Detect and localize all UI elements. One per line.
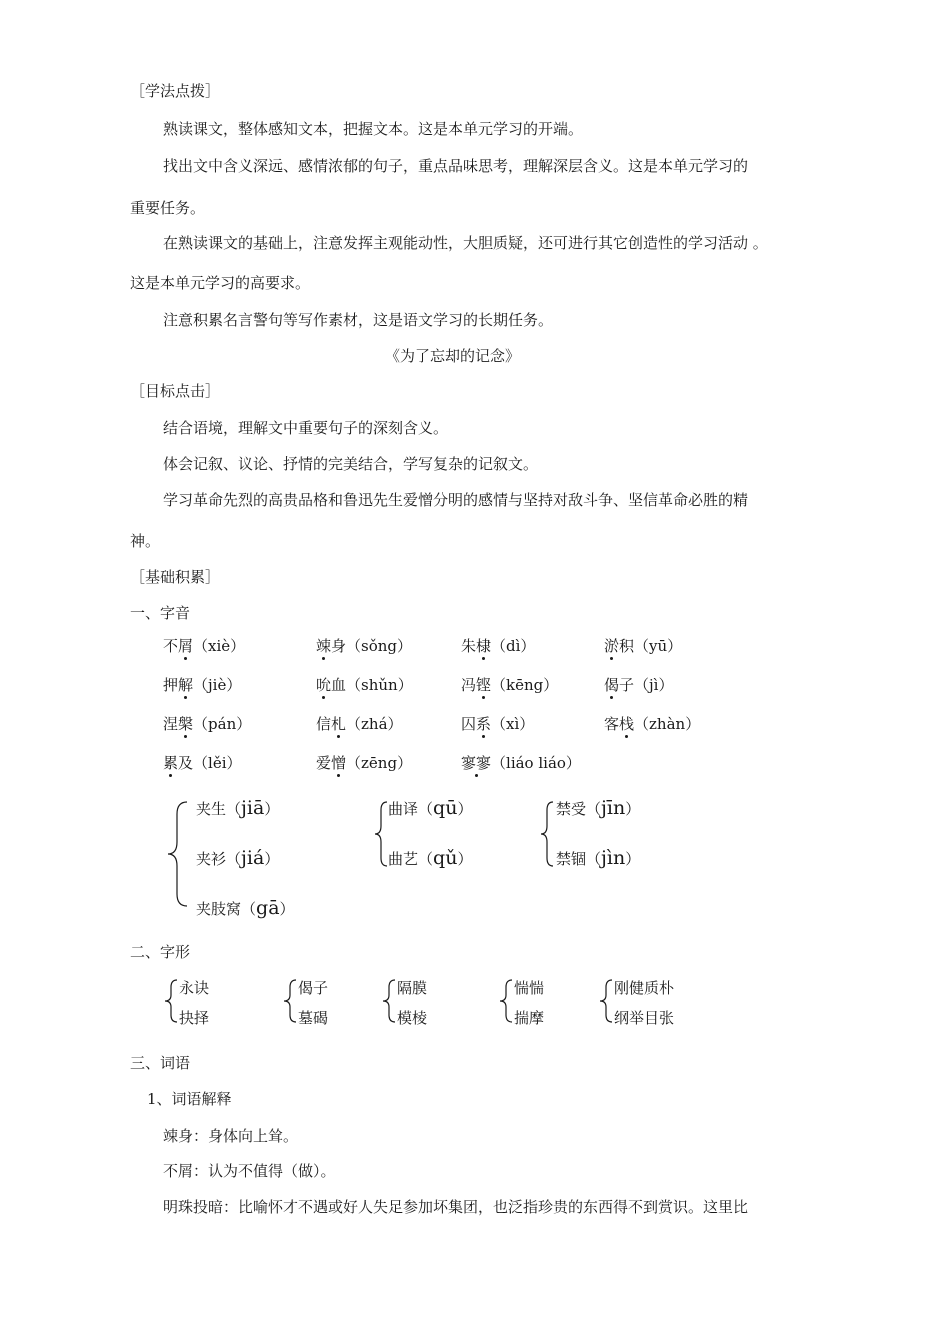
pronunciation-item: 偈子（jì） <box>604 676 674 694</box>
subsection-heading: 1、词语解释 <box>147 1090 232 1108</box>
shape-word: 惴惴 <box>514 979 545 997</box>
poly-item: 禁受（jīn） <box>556 797 641 819</box>
basics-heading: ［基础积累］ <box>130 568 221 586</box>
goal-item: 学习革命先烈的高贵品格和鲁迅先生爱憎分明的感情与坚持对敌斗争、坚信革命必胜的精 <box>163 491 749 509</box>
poly-item: 禁锢（jìn） <box>556 847 641 869</box>
goal-item: 结合语境，理解文中重要句子的深刻含义。 <box>163 419 449 437</box>
poly-item: 夹生（jiā） <box>196 797 280 819</box>
pronunciation-item: 吮血（shǔn） <box>316 676 413 694</box>
paragraph: 熟读课文，整体感知文本，把握文本。这是本单元学习的开端。 <box>163 120 584 138</box>
pronunciation-item: 囚系（xì） <box>461 715 535 733</box>
pronunciation-item: 累及（lěi） <box>163 754 242 772</box>
goal-item: 体会记叙、议论、抒情的完美结合，学写复杂的记叙文。 <box>163 455 539 473</box>
brace-icon <box>282 977 298 1025</box>
paragraph: 找出文中含义深远、感情浓郁的句子，重点品味思考，理解深层含义。这是本单元学习的 <box>163 157 749 175</box>
pronunciation-item: 爱憎（zēng） <box>316 754 413 772</box>
poly-item: 曲艺（qǔ） <box>388 847 473 869</box>
lesson-title: 《为了忘却的记念》 <box>385 347 521 365</box>
vocab-item: 明珠投暗：比喻怀才不遇或好人失足参加坏集团，也泛指珍贵的东西得不到赏识。这里比 <box>163 1198 749 1216</box>
pronunciation-item: 押解（jiè） <box>163 676 242 694</box>
brace-icon <box>598 977 614 1025</box>
pronunciation-item: 不屑（xiè） <box>163 637 246 655</box>
shape-word: 纲举目张 <box>614 1009 675 1027</box>
shape-word: 揣摩 <box>514 1009 545 1027</box>
study-method-heading: ［学法点拨］ <box>130 82 221 100</box>
section-heading-pronunciation: 一、字音 <box>130 604 191 622</box>
paragraph: 注意积累名言警句等写作素材，这是语文学习的长期任务。 <box>163 311 554 329</box>
brace-icon <box>498 977 514 1025</box>
brace-icon <box>381 977 397 1025</box>
shape-word: 模棱 <box>397 1009 428 1027</box>
shape-word: 抉择 <box>179 1009 210 1027</box>
shape-word: 永诀 <box>179 979 210 997</box>
paragraph: 重要任务。 <box>130 199 206 217</box>
section-heading-shapes: 二、字形 <box>130 943 191 961</box>
pronunciation-item: 信札（zhá） <box>316 715 403 733</box>
shape-word: 墓碣 <box>298 1009 329 1027</box>
shape-word: 偈子 <box>298 979 329 997</box>
pronunciation-item: 寥寥（liáo liáo） <box>461 754 581 772</box>
brace-icon <box>163 798 193 910</box>
section-heading-vocabulary: 三、词语 <box>130 1054 191 1072</box>
paragraph: 在熟读课文的基础上，注意发挥主观能动性，大胆质疑，还可进行其它创造性的学习活动 。 <box>163 234 768 252</box>
paragraph: 这是本单元学习的高要求。 <box>130 274 311 292</box>
pronunciation-item: 淤积（yū） <box>604 637 683 655</box>
vocab-item: 竦身：身体向上耸。 <box>163 1127 299 1145</box>
vocab-item: 不屑：认为不值得（做）。 <box>163 1162 336 1180</box>
shape-word: 隔膜 <box>397 979 428 997</box>
goal-item: 神。 <box>130 532 161 550</box>
pronunciation-item: 竦身（sǒng） <box>316 637 413 655</box>
shape-word: 刚健质朴 <box>614 979 675 997</box>
pronunciation-item: 冯铿（kēng） <box>461 676 559 694</box>
poly-item: 夹衫（jiá） <box>196 847 280 869</box>
pronunciation-item: 客栈（zhàn） <box>604 715 701 733</box>
brace-icon <box>538 798 556 870</box>
goals-heading: ［目标点击］ <box>130 382 221 400</box>
pronunciation-item: 朱棣（dì） <box>461 637 536 655</box>
poly-item: 夹肢窝（gā） <box>196 897 295 919</box>
pronunciation-item: 涅槃（pán） <box>163 715 252 733</box>
brace-icon <box>163 977 179 1025</box>
poly-item: 曲译（qū） <box>388 797 473 819</box>
